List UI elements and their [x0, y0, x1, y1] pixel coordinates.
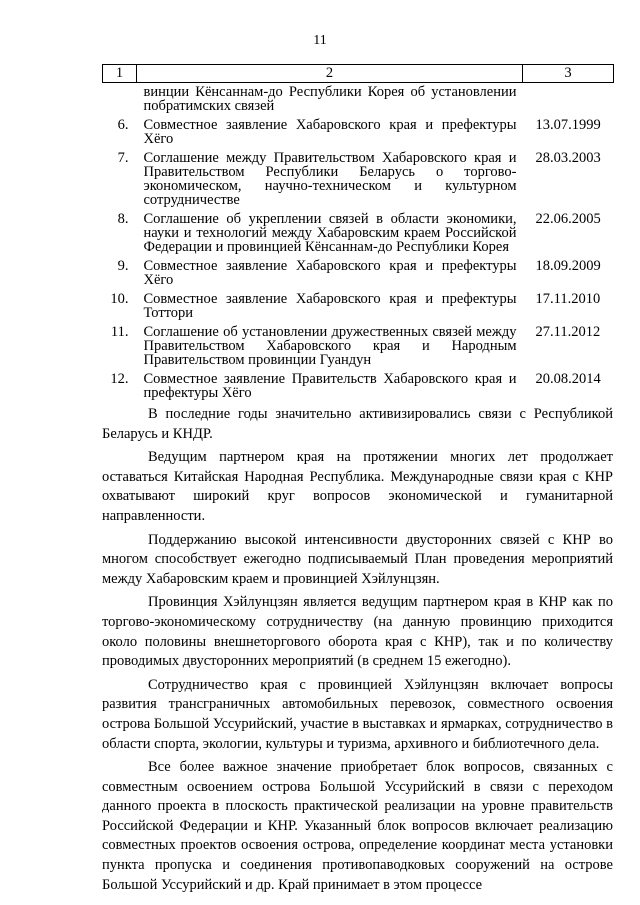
- row-date: 13.07.1999: [535, 117, 601, 133]
- row-description: Совместное заявление Правительств Хабаровского края и префектуры Хёго: [143, 371, 517, 401]
- table-row: [103, 367, 614, 400]
- table-row: [103, 207, 614, 254]
- row-date: 22.06.2005: [535, 211, 601, 227]
- table-row: [103, 287, 614, 320]
- column-header-date: 3: [523, 65, 614, 83]
- column-header-number: 1: [103, 65, 137, 83]
- row-number: 6.: [117, 117, 129, 133]
- row-description: Соглашение между Правительством Хабаровского края и Правительством Республики Беларусь о торгово-экономическом, научно-техническом и культурном сотрудничестве: [143, 150, 517, 208]
- table-row: [103, 146, 614, 207]
- row-number: [103, 83, 137, 114]
- paragraph: Сотрудничество края с провинцией Хэйлунцзян включает вопросы развития трансграничных автомобильных перевозок, совместного освоения острова Большой Уссурийский, участие в выставках и ярмарках, сотрудничество в области спорта, экологии, культуры и туризма, архивного и библиотечного дела.: [102, 676, 613, 752]
- row-description: винции Кёнсаннам-до Республики Корея об установлении побратимских связей: [143, 84, 517, 114]
- row-date: 27.11.2012: [535, 324, 601, 340]
- table-row: [103, 254, 614, 287]
- table-header-row: [103, 65, 614, 83]
- row-number: 8.: [117, 211, 129, 227]
- table-row: [103, 320, 614, 367]
- row-description: Совместное заявление Хабаровского края и префектуры Хёго: [143, 117, 517, 147]
- row-number: 7.: [117, 150, 129, 166]
- row-number: 11.: [110, 324, 129, 340]
- paragraph: Поддержанию высокой интенсивности двусторонних связей с КНР во многом способствует ежегодно подписываемый План проведения мероприятий между Хабаровским краем и провинцией Хэйлунцзян.: [102, 531, 613, 587]
- table-row: [103, 83, 614, 114]
- row-number: 9.: [117, 258, 129, 274]
- row-description: Совместное заявление Хабаровского края и префектуры Хёго: [143, 258, 517, 288]
- row-date: 18.09.2009: [535, 258, 601, 274]
- table-row: [103, 113, 614, 146]
- body-text: [102, 405, 613, 899]
- row-number: 12.: [110, 371, 129, 387]
- paragraph: Ведущим партнером края на протяжении многих лет продолжает оставаться Китайская Народная Республика. Международные связи края с КНР охватывают широкий круг вопросов экономической и гуманитарной направленности.: [102, 449, 613, 524]
- row-number: 10.: [110, 291, 129, 307]
- paragraph: Провинция Хэйлунцзян является ведущим партнером края в КНР как по торгово-экономическому сотрудничеству (на данную провинцию приходится около половины внешнеторгового оборота края с КНР), так и по количеству проводимых двусторонних мероприятий (в среднем 15 ежегодно).: [102, 594, 613, 670]
- row-date: 17.11.2010: [535, 291, 601, 307]
- paragraph: Все более важное значение приобретает блок вопросов, связанных с совместным освоением острова Большой Уссурийский в связи с переходом данного проекта в плоскость практической реализации на уровне правительств Российской Федерации и КНР. Указанный блок вопросов включает реализацию совместных проектов освоения острова, определение координат места установки пункта пропуска и соединения противопаводковых сооружений на острове Большой Уссурийский и др. Край принимает в этом процессе: [102, 759, 613, 893]
- row-date: 28.03.2003: [535, 150, 601, 166]
- row-description: Совместное заявление Хабаровского края и префектуры Тоттори: [143, 291, 517, 321]
- page-number: 11: [313, 33, 327, 48]
- row-description: Соглашение об установлении дружественных связей между Правительством Хабаровского края и Народным Правительством провинции Гуандун: [143, 324, 517, 368]
- row-date: [523, 83, 614, 114]
- row-date: 20.08.2014: [535, 371, 601, 387]
- column-header-description: 2: [137, 65, 523, 83]
- row-description: Соглашение об укреплении связей в области экономики, науки и технологий между Хабаровским краем Российской Федерации и провинцией Кёнсаннам-до Республики Корея: [143, 211, 517, 255]
- documents-table: [102, 64, 614, 400]
- paragraph: В последние годы значительно активизировались связи с Республикой Беларусь и КНДР.: [102, 406, 613, 442]
